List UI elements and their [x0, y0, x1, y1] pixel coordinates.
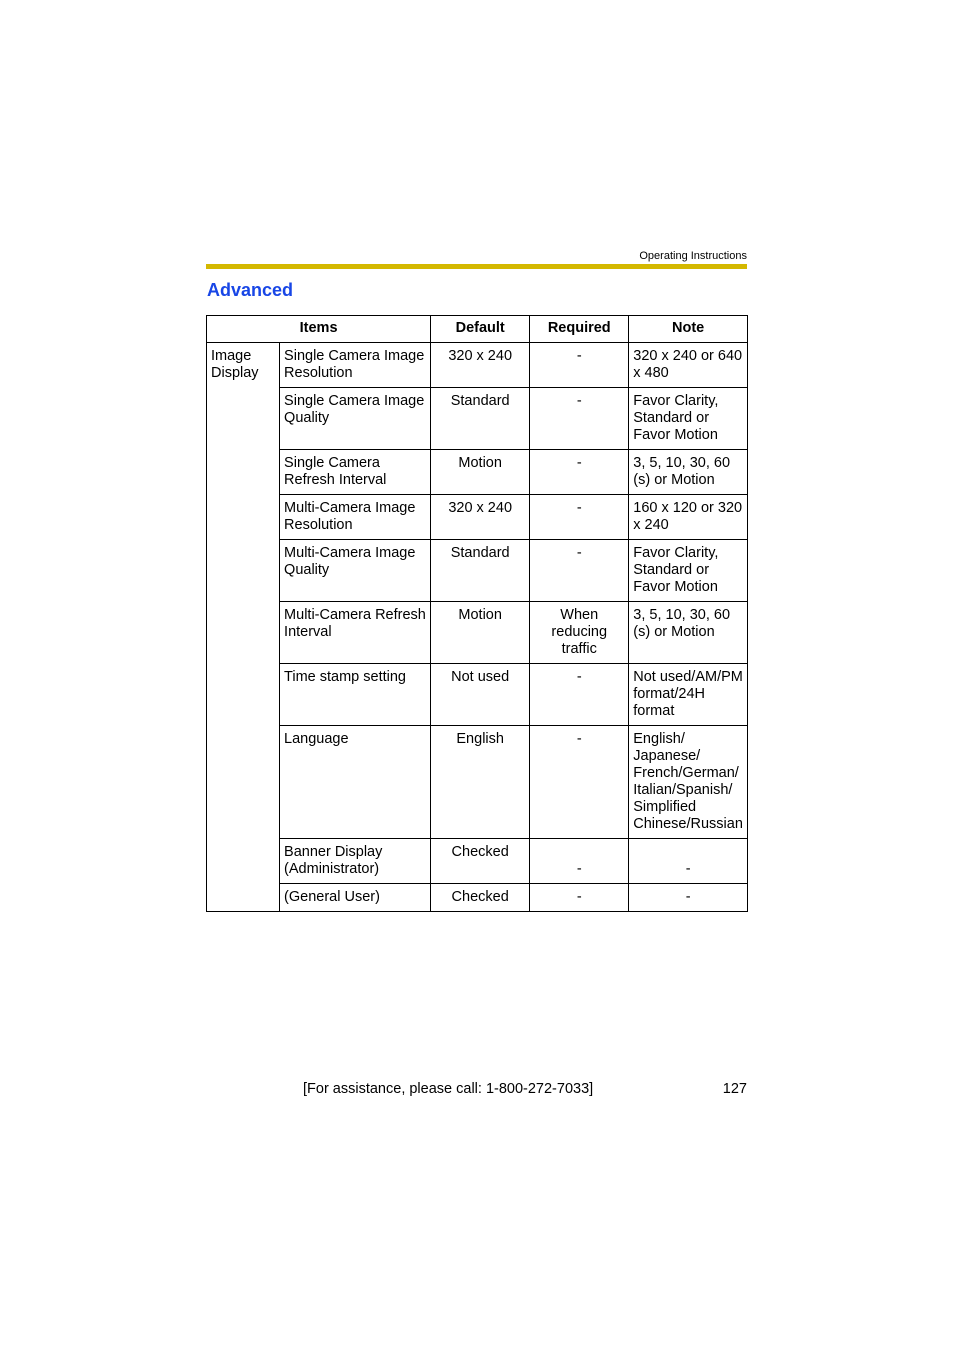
note-cell: English/ Japanese/ French/German/ Italian/Spanish/ Simplified Chinese/Russian	[633, 731, 743, 832]
column-header-required: Required	[530, 316, 629, 343]
required-cell: -	[576, 669, 582, 685]
note-cell: -	[685, 889, 691, 905]
table-row	[207, 495, 748, 540]
running-header: Operating Instructions	[639, 250, 747, 262]
required-cell: -	[576, 393, 582, 409]
group-cell	[207, 343, 280, 912]
note-cell: 3, 5, 10, 30, 60 (s) or Motion	[633, 455, 731, 488]
default-cell: Not used	[451, 669, 510, 685]
table-row	[207, 343, 748, 388]
table-row	[207, 839, 748, 884]
required-cell: -	[576, 861, 582, 877]
item-cell: Single Camera Image Resolution	[284, 348, 425, 381]
item-cell: Language	[284, 731, 349, 747]
required-cell: -	[576, 455, 582, 471]
note-cell: 320 x 240 or 640 x 480	[633, 348, 743, 381]
table-row	[207, 540, 748, 602]
item-cell: (General User)	[284, 889, 380, 905]
table-row	[207, 726, 748, 839]
default-cell: Standard	[450, 545, 510, 561]
item-cell: Single Camera Image Quality	[284, 393, 425, 426]
item-cell: Banner Display (Administrator)	[284, 844, 383, 877]
default-cell: Motion	[458, 455, 502, 471]
item-cell: Multi-Camera Image Quality	[284, 545, 416, 578]
item-cell: Single Camera Refresh Interval	[284, 455, 387, 488]
default-cell: Checked	[451, 844, 509, 860]
settings-table	[206, 315, 748, 912]
table-row	[207, 388, 748, 450]
column-header-note: Note	[629, 316, 748, 343]
table-row	[207, 884, 748, 912]
default-cell: Standard	[450, 393, 510, 409]
note-cell: Not used/AM/PM format/24H format	[633, 669, 743, 719]
column-header-items: Items	[207, 316, 431, 343]
required-cell: -	[576, 731, 582, 747]
group-label: Image Display	[211, 348, 259, 381]
item-cell: Multi-Camera Image Resolution	[284, 500, 416, 533]
note-cell: 160 x 120 or 320 x 240	[633, 500, 743, 533]
required-cell: -	[576, 500, 582, 516]
table-row	[207, 602, 748, 664]
page-number: 127	[722, 1081, 747, 1097]
default-cell: English	[456, 731, 504, 747]
required-cell: -	[576, 889, 582, 905]
default-cell: 320 x 240	[448, 348, 513, 364]
required-cell: When reducing traffic	[551, 607, 608, 657]
note-cell: Favor Clarity, Standard or Favor Motion	[633, 545, 719, 595]
default-cell: Checked	[451, 889, 509, 905]
table-row	[207, 450, 748, 495]
note-cell: 3, 5, 10, 30, 60 (s) or Motion	[633, 607, 731, 640]
header-rule	[206, 264, 747, 269]
required-cell: -	[576, 348, 582, 364]
table-row	[207, 664, 748, 726]
required-cell: -	[576, 545, 582, 561]
item-cell: Time stamp setting	[284, 669, 406, 685]
table-header-row	[207, 316, 748, 343]
default-cell: 320 x 240	[448, 500, 513, 516]
note-cell: -	[685, 861, 691, 877]
assistance-footer: [For assistance, please call: 1-800-272-7033]	[303, 1081, 594, 1097]
section-title: Advanced	[207, 280, 294, 300]
note-cell: Favor Clarity, Standard or Favor Motion	[633, 393, 719, 443]
column-header-default: Default	[431, 316, 530, 343]
item-cell: Multi-Camera Refresh Interval	[284, 607, 426, 640]
default-cell: Motion	[458, 607, 502, 623]
